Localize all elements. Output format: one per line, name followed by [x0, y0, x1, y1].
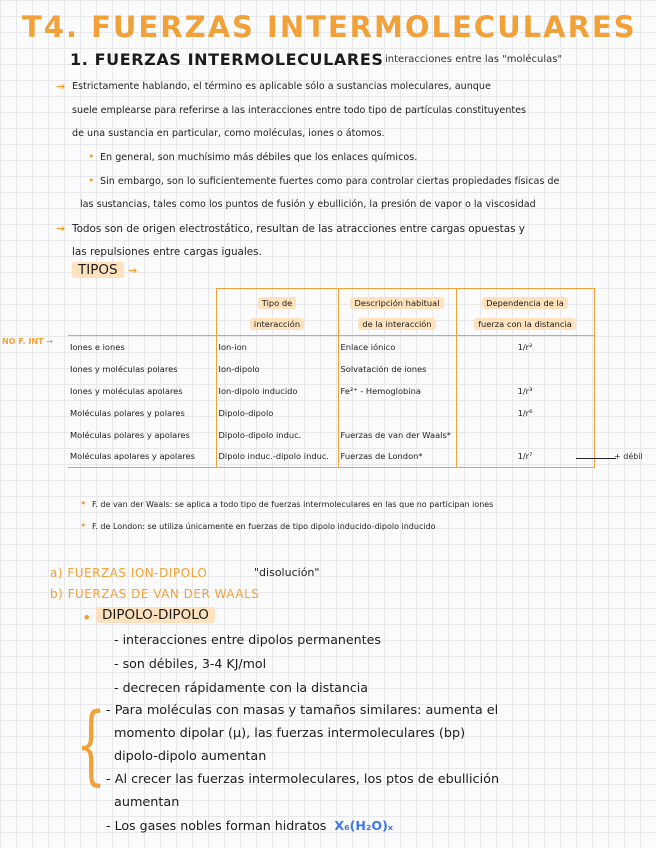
subsection-ion-dipolo: a) FUERZAS ION-DIPOLO [50, 566, 208, 580]
table-header-description: Descripción habitual de la interacción [338, 289, 456, 336]
table-row [68, 446, 594, 468]
table-row [68, 380, 594, 402]
dipolo-item-2: - son débiles, 3-4 KJ/mol [114, 656, 267, 671]
table-header-type: Tipo de interacción [216, 289, 338, 336]
dipolo-item-1: - interacciones entre dipolos permanentes [114, 632, 381, 647]
bullet-icon: • [88, 150, 95, 163]
table-cell: Fuerzas de London* [338, 446, 456, 468]
table-cell: 1/r⁶ [456, 402, 594, 424]
intro-line-1: Estrictamente hablando, el término es aplicable sólo a sustancias moleculares, aunque [72, 81, 491, 92]
table-cell: 1/r³ [456, 380, 594, 402]
table-row [68, 336, 594, 358]
bullet-icon: • [82, 608, 92, 627]
table-cell: Dipolo-dipolo [216, 402, 338, 424]
table-cell: Moléculas polares y polares [68, 402, 216, 424]
brace-line-3: dipolo-dipolo aumentan [114, 749, 267, 764]
footnote-van-der-waals: F. de van der Waals: se aplica a todo tipo de fuerzas intermoleculares en las que no participan iones [92, 500, 494, 509]
bullet-icon: • [88, 174, 95, 187]
no-fint-label: NO F. INT → [2, 337, 54, 346]
brace-line-4: - Al crecer las fuerzas intermoleculares, los ptos de ebullición [106, 772, 500, 787]
origin-line-2: las repulsiones entre cargas iguales. [72, 246, 262, 258]
section-heading: 1. FUERZAS INTERMOLECULARES [70, 50, 384, 69]
table-cell: Enlace iónico [338, 336, 456, 358]
table-cell: Solvatación de iones [338, 358, 456, 380]
table-cell: Ion-ion [216, 336, 338, 358]
table-row [68, 402, 594, 424]
table-cell: 1/r⁷ [456, 446, 594, 468]
intro-line-2: suele emplearse para referirse a las interacciones entre todo tipo de partículas constituyentes [72, 105, 527, 116]
table-cell: 1/r² [456, 336, 594, 358]
table-cell: Fe²⁺ - Hemoglobina [338, 380, 456, 402]
section-note: interacciones entre las "moléculas" [385, 54, 563, 65]
table-cell: Iones e iones [68, 336, 216, 358]
table-cell: Moléculas apolares y apolares [68, 446, 216, 468]
table-cell: Dipolo induc.-dipolo induc. [216, 446, 338, 468]
forces-table [68, 288, 595, 468]
brace-icon: { [76, 695, 107, 795]
bullet-icon: • [80, 497, 87, 510]
dipolo-item-3: - decrecen rápidamente con la distancia [114, 680, 368, 695]
weaker-arrow-line [576, 458, 616, 459]
bullet-icon: • [80, 519, 87, 532]
table-header-empty [68, 289, 216, 336]
tipos-label: TIPOS → [72, 262, 137, 278]
table-cell [456, 424, 594, 446]
table-cell: Ion-dipolo inducido [216, 380, 338, 402]
bullet-strong-line-2: las sustancias, tales como los puntos de fusión y ebullición, la presión de vapor o la viscosidad [80, 199, 536, 210]
brace-line-1: - Para moléculas con masas y tamaños similares: aumenta el [106, 703, 499, 718]
hydrate-formula: X₆(H₂O)ₓ [334, 818, 394, 833]
table-header-row [68, 289, 594, 336]
table-cell: Fuerzas de van der Waals* [338, 424, 456, 446]
arrow-icon: → [56, 80, 66, 93]
bullet-weaker: En general, son muchísimo más débiles que los enlaces químicos. [100, 152, 418, 163]
brace-line-5: aumentan [114, 795, 180, 810]
origin-line-1: Todos son de origen electrostático, resultan de las atracciones entre cargas opuestas y [72, 223, 525, 235]
subsection-ion-dipolo-note: "disolución" [254, 566, 320, 579]
dipolo-heading: DIPOLO-DIPOLO [96, 607, 215, 623]
table-cell: Iones y moléculas apolares [68, 380, 216, 402]
noble-gases-item: - Los gases nobles forman hidratos X₆(H₂O)ₓ [106, 818, 394, 833]
table-header-dependence: Dependencia de la fuerza con la distancia [456, 289, 594, 336]
table-row [68, 358, 594, 380]
table-cell: Dipolo-dipolo induc. [216, 424, 338, 446]
weaker-label: + débil [614, 452, 643, 461]
table-cell [338, 402, 456, 424]
arrow-icon: → [56, 222, 66, 235]
intro-line-3: de una sustancia en particular, como moléculas, iones o átomos. [72, 128, 385, 139]
table-cell [456, 358, 594, 380]
table-cell: Moléculas polares y apolares [68, 424, 216, 446]
subsection-van-der-waals: b) FUERZAS DE VAN DER WAALS [50, 587, 260, 601]
table-row [68, 424, 594, 446]
footnote-london: F. de London: se utiliza únicamente en fuerzas de tipo dipolo inducido-dipolo inducido [92, 522, 436, 531]
table-cell: Iones y moléculas polares [68, 358, 216, 380]
bullet-strong-line-1: Sin embargo, son lo suficientemente fuertes como para controlar ciertas propiedades físicas de [100, 176, 560, 187]
brace-line-2: momento dipolar (μ), las fuerzas intermoleculares (bp) [114, 726, 466, 741]
page-title: T4. FUERZAS INTERMOLECULARES [22, 10, 637, 44]
table-cell: Ion-dipolo [216, 358, 338, 380]
